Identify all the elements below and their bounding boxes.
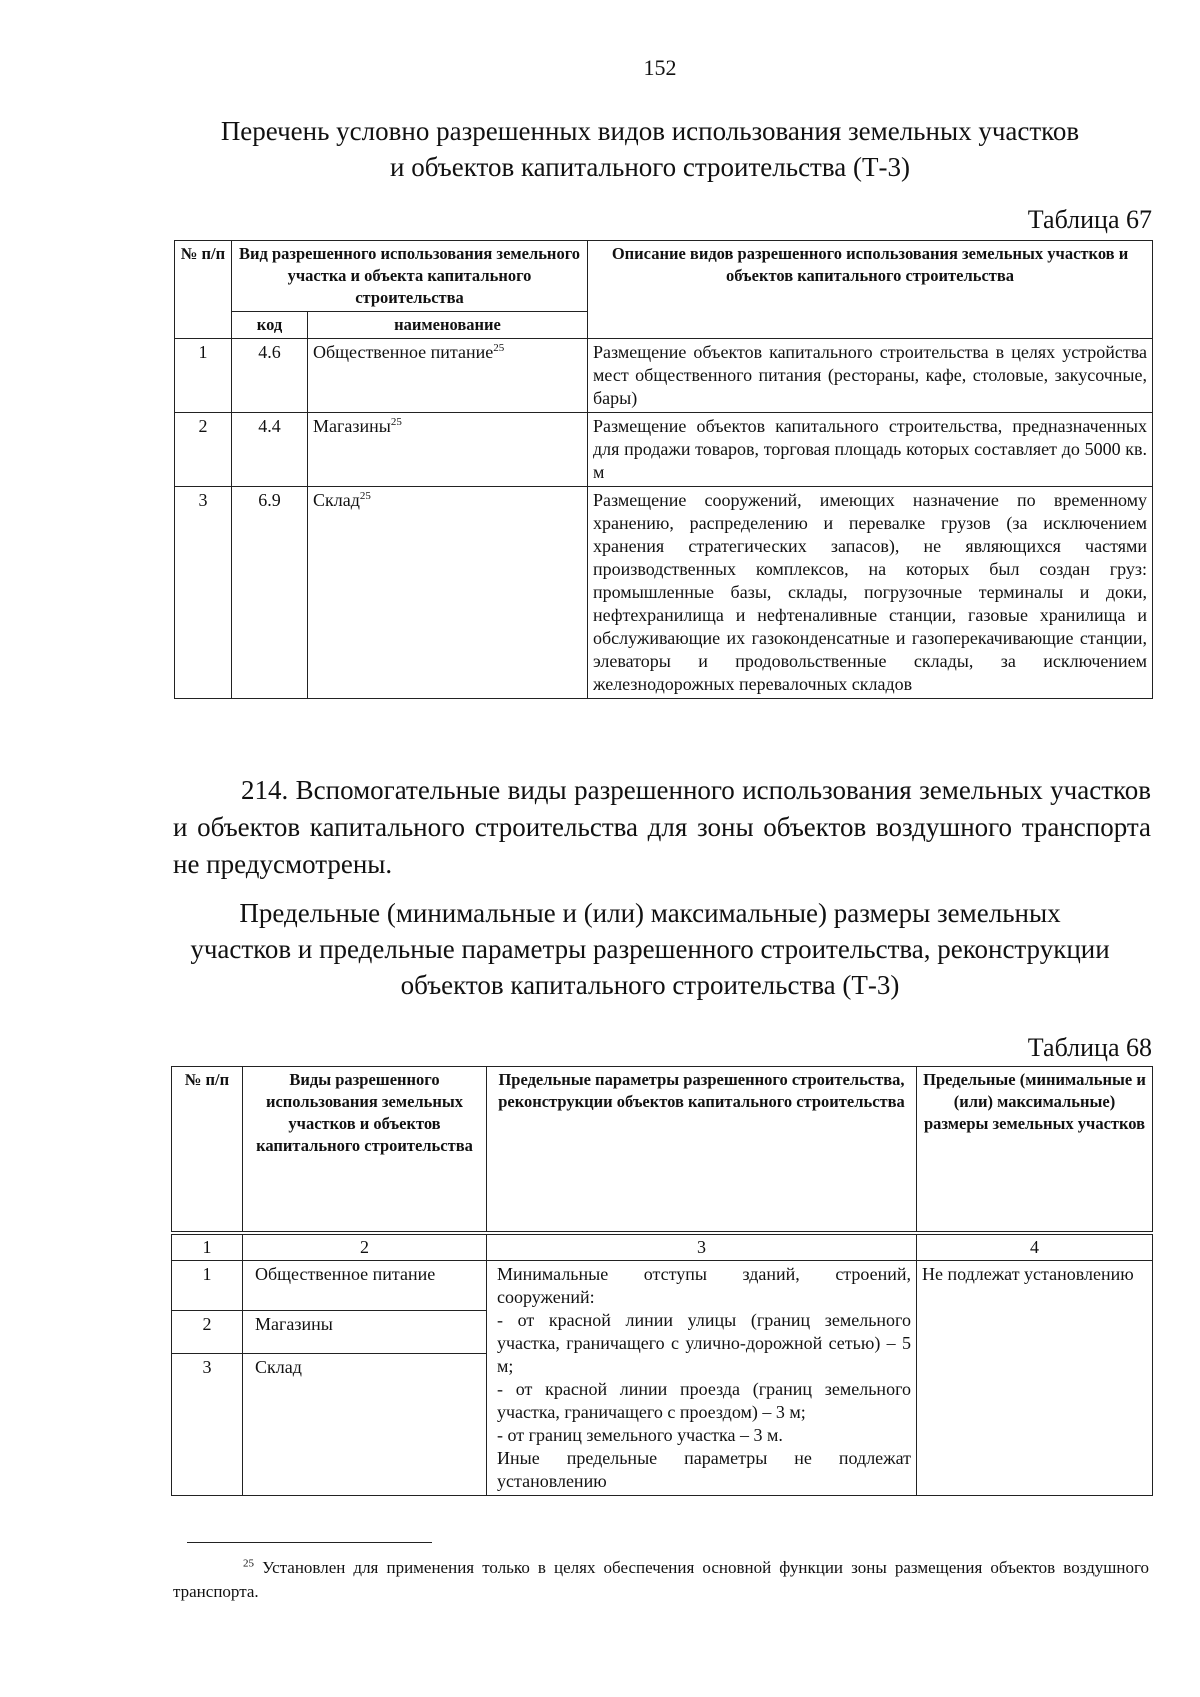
table67-name-text: Общественное питание <box>313 342 494 362</box>
table67-header-vid: Вид разрешенного использования земельного участка и объекта капитального строительства <box>232 241 588 312</box>
table68-cell-num: 1 <box>172 1261 243 1311</box>
table67-header-num: № п/п <box>175 241 232 339</box>
params-line: - от красной линии улицы (границ земельного участка, граничащего с улично-дорожной сетью) – 5 м; <box>497 1310 911 1376</box>
table67 <box>174 240 1153 699</box>
table68-title <box>150 895 1150 1003</box>
table68-column-numbers-row <box>172 1235 1153 1261</box>
table68-column-number: 1 <box>172 1235 243 1261</box>
table67-cell-code: 4.6 <box>232 339 308 413</box>
table68-header-num: № п/п <box>172 1067 243 1232</box>
table67-cell-num: 2 <box>175 413 232 487</box>
table68-cell-sizes: Не подлежат установлению <box>917 1261 1153 1496</box>
table67-cell-name <box>308 339 588 413</box>
table67-cell-desc: Размещение объектов капитального строительства в целях устройства мест общественного питания (рестораны, кафе, столовые, закусочные, бары) <box>588 339 1153 413</box>
table68-header-params: Предельные параметры разрешенного строительства, реконструкции объектов капитального строительства <box>487 1067 917 1232</box>
table68-caption: Таблица 68 <box>1027 1033 1152 1062</box>
params-line: - от красной линии проезда (границ земельного участка, граничащего с проездом) – 3 м; <box>497 1379 911 1422</box>
table-row <box>175 413 1153 487</box>
table67-cell-code: 4.4 <box>232 413 308 487</box>
table68-cell-params <box>487 1261 917 1496</box>
table68-title-line: участков и предельные параметры разрешенного строительства, реконструкции <box>190 934 1110 964</box>
table67-cell-name <box>308 413 588 487</box>
table68-column-number: 3 <box>487 1235 917 1261</box>
table67-name-text: Магазины <box>313 416 391 436</box>
footnote-text: Установлен для применения только в целях обеспечения основной функции зоны размещения объектов воздушного транспорта. <box>173 1558 1150 1601</box>
footnote-divider <box>187 1542 432 1543</box>
params-line: Минимальные отступы зданий, строений, сооружений: <box>497 1264 911 1307</box>
table-row <box>172 1261 1153 1311</box>
footnote-ref: 25 <box>390 416 402 428</box>
table67-header-row <box>175 241 1153 312</box>
table68-column-number: 2 <box>243 1235 487 1261</box>
table67-header-desc: Описание видов разрешенного использования земельных участков и объектов капитального строительства <box>588 241 1153 339</box>
table67-header-code: код <box>232 312 308 339</box>
table67-header-name: наименование <box>308 312 588 339</box>
table67-title-line: и объектов капитального строительства (Т-3) <box>390 152 910 182</box>
table68 <box>171 1066 1153 1496</box>
table68-header-vid: Виды разрешенного использования земельных участков и объектов капитального строительства <box>243 1067 487 1232</box>
table67-caption: Таблица 67 <box>1027 205 1152 234</box>
table-row <box>175 487 1153 699</box>
table68-header-sizes: Предельные (минимальные и (или) максимальные) размеры земельных участков <box>917 1067 1153 1232</box>
table68-cell-num: 2 <box>172 1310 243 1353</box>
footnote <box>173 1556 1149 1604</box>
table68-cell-name: Склад <box>243 1353 487 1495</box>
footnote-ref: 25 <box>359 490 371 502</box>
table68-title-line: объектов капитального строительства (Т-3) <box>400 970 900 1000</box>
table68-header-row <box>172 1067 1153 1232</box>
footnote-mark: 25 <box>243 1557 254 1570</box>
table67-cell-num: 1 <box>175 339 232 413</box>
table67-cell-code: 6.9 <box>232 487 308 699</box>
table68-cell-num: 3 <box>172 1353 243 1495</box>
table67-cell-desc: Размещение сооружений, имеющих назначение по временному хранению, распределению и перевалке грузов (за исключением хранения стратегических запасов), не являющихся частями производственных комплексов, на которых был создан груз: промышленные базы, склады, погрузочные терминалы и доки, нефтехранилища и нефтеналивные станции, газовые хранилища и обслуживающие их газоконденсатные и газоперекачивающие станции, элеваторы и продовольственные склады, за исключением железнодорожных перевалочных складов <box>588 487 1153 699</box>
table67-name-text: Склад <box>313 490 360 510</box>
footnote-ref: 25 <box>493 342 505 354</box>
table67-cell-name <box>308 487 588 699</box>
table67-title-line: Перечень условно разрешенных видов использования земельных участков <box>220 116 1080 146</box>
paragraph-214: 214. Вспомогательные виды разрешенного использования земельных участков и объектов капитального строительства для зоны объектов воздушного транспорта не предусмотрены. <box>173 775 1151 879</box>
params-line: Иные предельные параметры не подлежат установлению <box>497 1448 911 1491</box>
table67-title <box>150 113 1150 185</box>
table68-cell-name: Магазины <box>243 1310 487 1353</box>
table67-cell-num: 3 <box>175 487 232 699</box>
table67-cell-desc: Размещение объектов капитального строительства, предназначенных для продажи товаров, торговая площадь которых составляет до 5000 кв. м <box>588 413 1153 487</box>
table68-cell-name: Общественное питание <box>243 1261 487 1311</box>
table-row <box>175 339 1153 413</box>
table68-title-line: Предельные (минимальные и (или) максимальные) размеры земельных <box>239 898 1061 928</box>
params-line: - от границ земельного участка – 3 м. <box>497 1425 783 1445</box>
table68-column-number: 4 <box>917 1235 1153 1261</box>
page-number: 152 <box>643 55 677 80</box>
